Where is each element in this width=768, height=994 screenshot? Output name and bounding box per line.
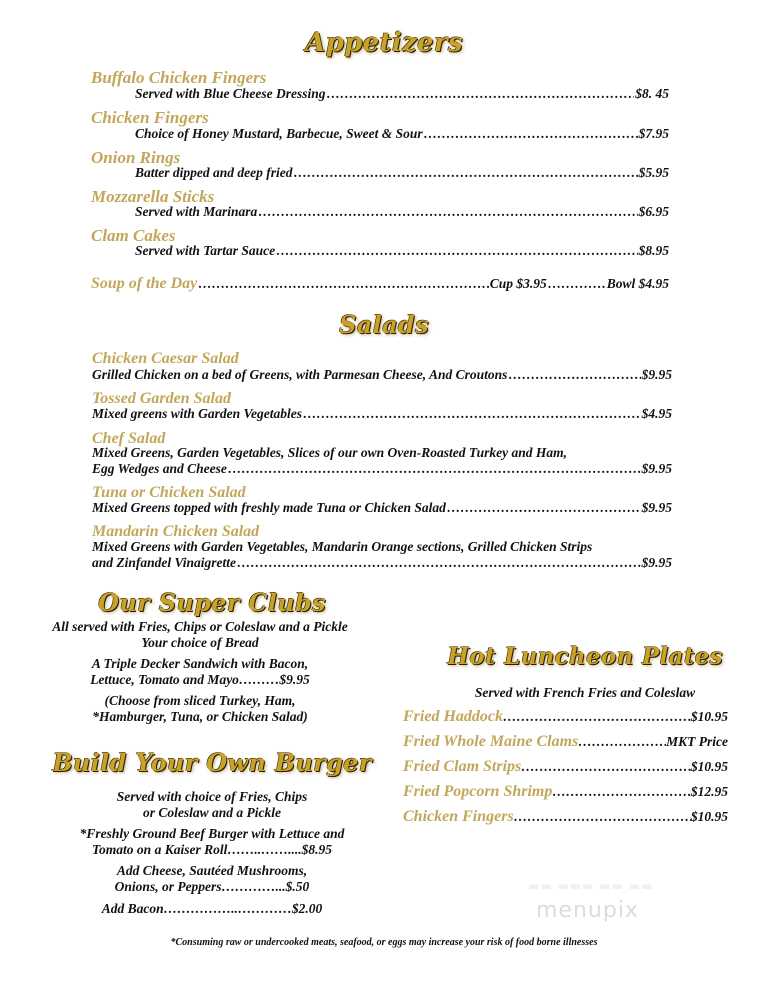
item-desc-line-1 [92, 539, 592, 555]
item-desc-line [135, 243, 669, 259]
leader-dots [237, 555, 641, 571]
item-name: Chicken Fingers [403, 808, 514, 825]
leader-dots [521, 759, 691, 775]
item-desc-line [92, 461, 672, 477]
item-desc-line [135, 165, 669, 181]
club-sandwich-price: Lettuce, Tomato and Mayo………$9.95 [90, 672, 310, 687]
burger-subtitle: or Coleslaw and a Pickle [143, 805, 281, 820]
item-name: Chef Salad [92, 430, 166, 447]
leader-dots [327, 86, 635, 102]
item-price: $12.95 [690, 784, 728, 799]
leader-dots [514, 809, 691, 825]
leader-dots [293, 165, 637, 181]
item-desc: Mixed Greens, Garden Vegetables, Slices of our own Oven-Roasted Turkey and Ham, [92, 445, 567, 460]
item-name: Mozzarella Sticks [91, 187, 215, 206]
bowl-price: Bowl $4.95 [606, 276, 669, 291]
item-price: $6.95 [638, 204, 669, 219]
club-choices: (Choose from sliced Turkey, Ham, [104, 693, 296, 708]
salads-heading: Salads [339, 310, 429, 339]
leader-dots [552, 784, 691, 800]
soup-of-the-day [91, 276, 669, 292]
item-desc: Served with Tartar Sauce [135, 243, 276, 258]
item-name: Tuna or Chicken Salad [92, 484, 246, 501]
leader-dots [503, 709, 691, 725]
leader-dots [303, 406, 641, 422]
item-name: Soup of the Day [91, 275, 198, 292]
leader-dots [548, 276, 606, 292]
item-price: $10.95 [690, 809, 728, 824]
item-price: MKT Price [666, 734, 728, 749]
appetizers-heading: Appetizers [305, 28, 463, 58]
watermark-tagline: ▬▬ ▬▬▬ ▬▬ ▬▬ [528, 879, 654, 893]
item-desc-line [135, 126, 669, 142]
item-price: $7.95 [638, 126, 669, 141]
burger-addon-price: Onions, or Peppers…………...$.50 [114, 879, 310, 894]
burger-heading: Build Your Own Burger [52, 748, 372, 777]
luncheon-item [403, 708, 728, 726]
luncheon-item [403, 758, 728, 776]
clubs-subtitle: Your choice of Bread [141, 635, 259, 650]
item-price: $5.95 [638, 165, 669, 180]
item-desc-line [92, 406, 672, 422]
item-name: Clam Cakes [91, 226, 176, 245]
club-choices: *Hamburger, Tuna, or Chicken Salad) [92, 709, 308, 724]
item-desc-line [92, 500, 672, 516]
item-desc: Batter dipped and deep fried [135, 165, 293, 180]
item-desc: and Zinfandel Vinaigrette [92, 555, 237, 570]
luncheon-item [403, 808, 728, 826]
item-name: Tossed Garden Salad [92, 390, 231, 407]
item-price: $9.95 [641, 461, 672, 476]
item-price: $9.95 [641, 500, 672, 515]
item-price: $8. 45 [635, 86, 669, 101]
item-name: Chicken Fingers [91, 108, 209, 127]
leader-dots [508, 367, 640, 383]
item-desc: Egg Wedges and Cheese [92, 461, 227, 476]
item-desc-line [135, 86, 669, 102]
clubs-subtitle: All served with Fries, Chips or Coleslaw and a Pickle [52, 619, 348, 634]
cup-price: Cup $3.95 [489, 276, 547, 291]
item-name: Mandarin Chicken Salad [92, 523, 260, 540]
item-desc: Mixed Greens with Garden Vegetables, Mandarin Orange sections, Grilled Chicken Strips [92, 539, 593, 554]
luncheon-item [403, 733, 728, 751]
item-desc: Served with Blue Cheese Dressing [135, 86, 326, 101]
item-desc: Mixed Greens topped with freshly made Tuna or Chicken Salad [92, 500, 446, 515]
item-price: $10.95 [690, 759, 728, 774]
item-price: $10.95 [690, 709, 728, 724]
luncheon-item [403, 783, 728, 801]
leader-dots [228, 461, 641, 477]
menupix-watermark: menupix [536, 898, 639, 923]
club-sandwich-desc: A Triple Decker Sandwich with Bacon, [91, 656, 309, 671]
leader-dots [424, 126, 638, 142]
leader-dots [198, 276, 488, 292]
burger-desc: *Freshly Ground Beef Burger with Lettuce and [79, 826, 345, 841]
item-price: $9.95 [641, 555, 672, 570]
item-name: Fried Whole Maine Clams [403, 733, 579, 750]
super-clubs-heading: Our Super Clubs [98, 588, 326, 617]
item-desc-line [92, 367, 672, 383]
leader-dots [578, 734, 666, 750]
luncheon-heading: Hot Luncheon Plates [447, 643, 723, 670]
burger-price: Tomato on a Kaiser Roll……..……....$8.95 [92, 842, 332, 857]
item-price: $8.95 [638, 243, 669, 258]
food-safety-footnote: *Consuming raw or undercooked meats, seafood, or eggs may increase your risk of food borne illnesses [170, 937, 598, 948]
burger-addon-bacon: Add Bacon……………..…………$2.00 [101, 901, 323, 916]
item-name: Onion Rings [91, 148, 181, 167]
item-price: $9.95 [641, 367, 672, 382]
leader-dots [258, 204, 637, 220]
item-name: Buffalo Chicken Fingers [91, 68, 267, 87]
item-name: Fried Popcorn Shrimp [403, 783, 553, 800]
item-desc: Mixed greens with Garden Vegetables [92, 406, 303, 421]
item-name: Chicken Caesar Salad [92, 350, 239, 367]
item-name: Fried Clam Strips [403, 758, 522, 775]
burger-addon: Add Cheese, Sautéed Mushrooms, [116, 863, 308, 878]
item-price: $4.95 [641, 406, 672, 421]
burger-subtitle: Served with choice of Fries, Chips [116, 789, 308, 804]
item-desc: Choice of Honey Mustard, Barbecue, Sweet & Sour [135, 126, 423, 141]
item-desc: Grilled Chicken on a bed of Greens, with Parmesan Cheese, And Croutons [92, 367, 508, 382]
item-desc-line [92, 555, 672, 571]
leader-dots [276, 243, 637, 259]
leader-dots [447, 500, 641, 516]
item-desc-line-1 [92, 445, 567, 461]
luncheon-subtitle: Served with French Fries and Coleslaw [474, 685, 696, 700]
item-desc-line [135, 204, 669, 220]
item-name: Fried Haddock [403, 708, 503, 725]
item-desc: Served with Marinara [135, 204, 258, 219]
